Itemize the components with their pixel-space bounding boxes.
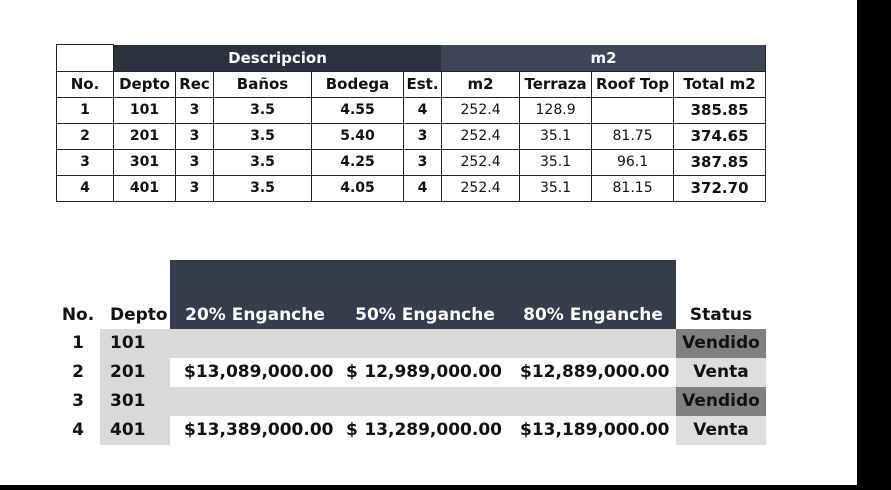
cell-total-m2: 385.85 [674,98,766,124]
cell-terraza: 128.9 [520,98,592,124]
cell-price-50 [340,358,510,387]
right-border [857,0,891,490]
column-header: No. [57,72,114,98]
cell-rec: 3 [176,98,214,124]
cell-rooftop: 81.15 [592,176,674,202]
column-header: No. [61,305,95,325]
cell-no: 4 [72,420,84,440]
cell-rec: 3 [176,176,214,202]
currency-symbol: $ [346,362,358,382]
cell-m2: 252.4 [442,176,520,202]
cell-depto: 301 [114,150,176,176]
column-header: Baños [214,72,312,98]
column-header: Terraza [520,72,592,98]
cell-m2: 252.4 [442,124,520,150]
cell-rec: 3 [176,124,214,150]
price-value: 13,389,000.00 [195,420,334,440]
status-badge: Venta [676,416,766,445]
cell-price-20 [170,329,340,358]
cell-terraza: 35.1 [520,150,592,176]
cell-price-80 [510,329,676,358]
cell-bodega: 4.05 [312,176,404,202]
cell-no: 1 [72,333,84,353]
price-value: 12,989,000.00 [364,362,502,382]
column-header: 50% Enganche [340,301,510,329]
table-row [56,329,766,358]
column-header: Depto [114,72,176,98]
table-row [56,416,766,445]
cell-depto: 201 [114,124,176,150]
cell-rooftop [592,98,674,124]
cell-price-80 [510,387,676,416]
cell-terraza: 35.1 [520,176,592,202]
price-value: 13,189,000.00 [531,420,670,440]
cell-total-m2: 387.85 [674,150,766,176]
column-header: 80% Enganche [510,301,676,329]
table-row [57,124,766,150]
cell-price-50 [340,329,510,358]
cell-no: 1 [57,98,114,124]
column-header: Est. [404,72,442,98]
column-header: Status [689,305,753,325]
column-header: Depto [110,305,168,325]
cell-banos: 3.5 [214,176,312,202]
cell-total-m2: 374.65 [674,124,766,150]
column-header: Rec [176,72,214,98]
bottom-border [0,485,891,490]
price-value: 13,289,000.00 [364,420,502,440]
cell-m2: 252.4 [442,150,520,176]
price-value: 12,889,000.00 [531,362,670,382]
cell-depto: 401 [100,416,170,445]
cell-banos: 3.5 [214,98,312,124]
cell-no: 2 [72,362,84,382]
currency-symbol: $ [184,420,196,440]
cell-depto: 201 [100,358,170,387]
currency-symbol: $ [520,420,532,440]
cell-no: 3 [72,391,84,411]
cell-depto: 401 [114,176,176,202]
cell-rooftop: 96.1 [592,150,674,176]
currency-symbol: $ [184,362,196,382]
column-header: 20% Enganche [170,301,340,329]
pricing-header-band [170,260,676,301]
units-table [56,44,766,202]
cell-banos: 3.5 [214,124,312,150]
corner-cell [57,45,114,72]
table-row [57,150,766,176]
cell-no: 4 [57,176,114,202]
cell-price-20 [170,387,340,416]
table-row [56,358,766,387]
cell-est: 4 [404,98,442,124]
currency-symbol: $ [520,362,532,382]
cell-price-50 [340,387,510,416]
cell-m2: 252.4 [442,98,520,124]
status-badge: Vendido [676,387,766,416]
status-badge: Venta [676,358,766,387]
price-value: 13,089,000.00 [195,362,334,382]
table-row [57,98,766,124]
column-header: Total m2 [674,72,766,98]
pricing-table [56,301,766,445]
cell-bodega: 4.25 [312,150,404,176]
status-badge: Vendido [676,329,766,358]
cell-price-50 [340,416,510,445]
cell-price-20 [170,416,340,445]
table-row [57,176,766,202]
cell-depto: 101 [114,98,176,124]
cell-price-80 [510,358,676,387]
column-header: m2 [442,72,520,98]
cell-est: 4 [404,176,442,202]
group-header-m2: m2 [442,45,766,72]
cell-price-80 [510,416,676,445]
cell-total-m2: 372.70 [674,176,766,202]
currency-symbol: $ [346,420,358,440]
column-header: Bodega [312,72,404,98]
cell-terraza: 35.1 [520,124,592,150]
table-row [56,387,766,416]
cell-rooftop: 81.75 [592,124,674,150]
cell-bodega: 5.40 [312,124,404,150]
cell-price-20 [170,358,340,387]
cell-banos: 3.5 [214,150,312,176]
cell-depto: 301 [100,387,170,416]
cell-depto: 101 [100,329,170,358]
cell-bodega: 4.55 [312,98,404,124]
cell-no: 2 [57,124,114,150]
cell-rec: 3 [176,150,214,176]
cell-est: 3 [404,150,442,176]
cell-est: 3 [404,124,442,150]
cell-no: 3 [57,150,114,176]
group-header-descripcion: Descripcion [114,45,442,72]
column-header: Roof Top [592,72,674,98]
